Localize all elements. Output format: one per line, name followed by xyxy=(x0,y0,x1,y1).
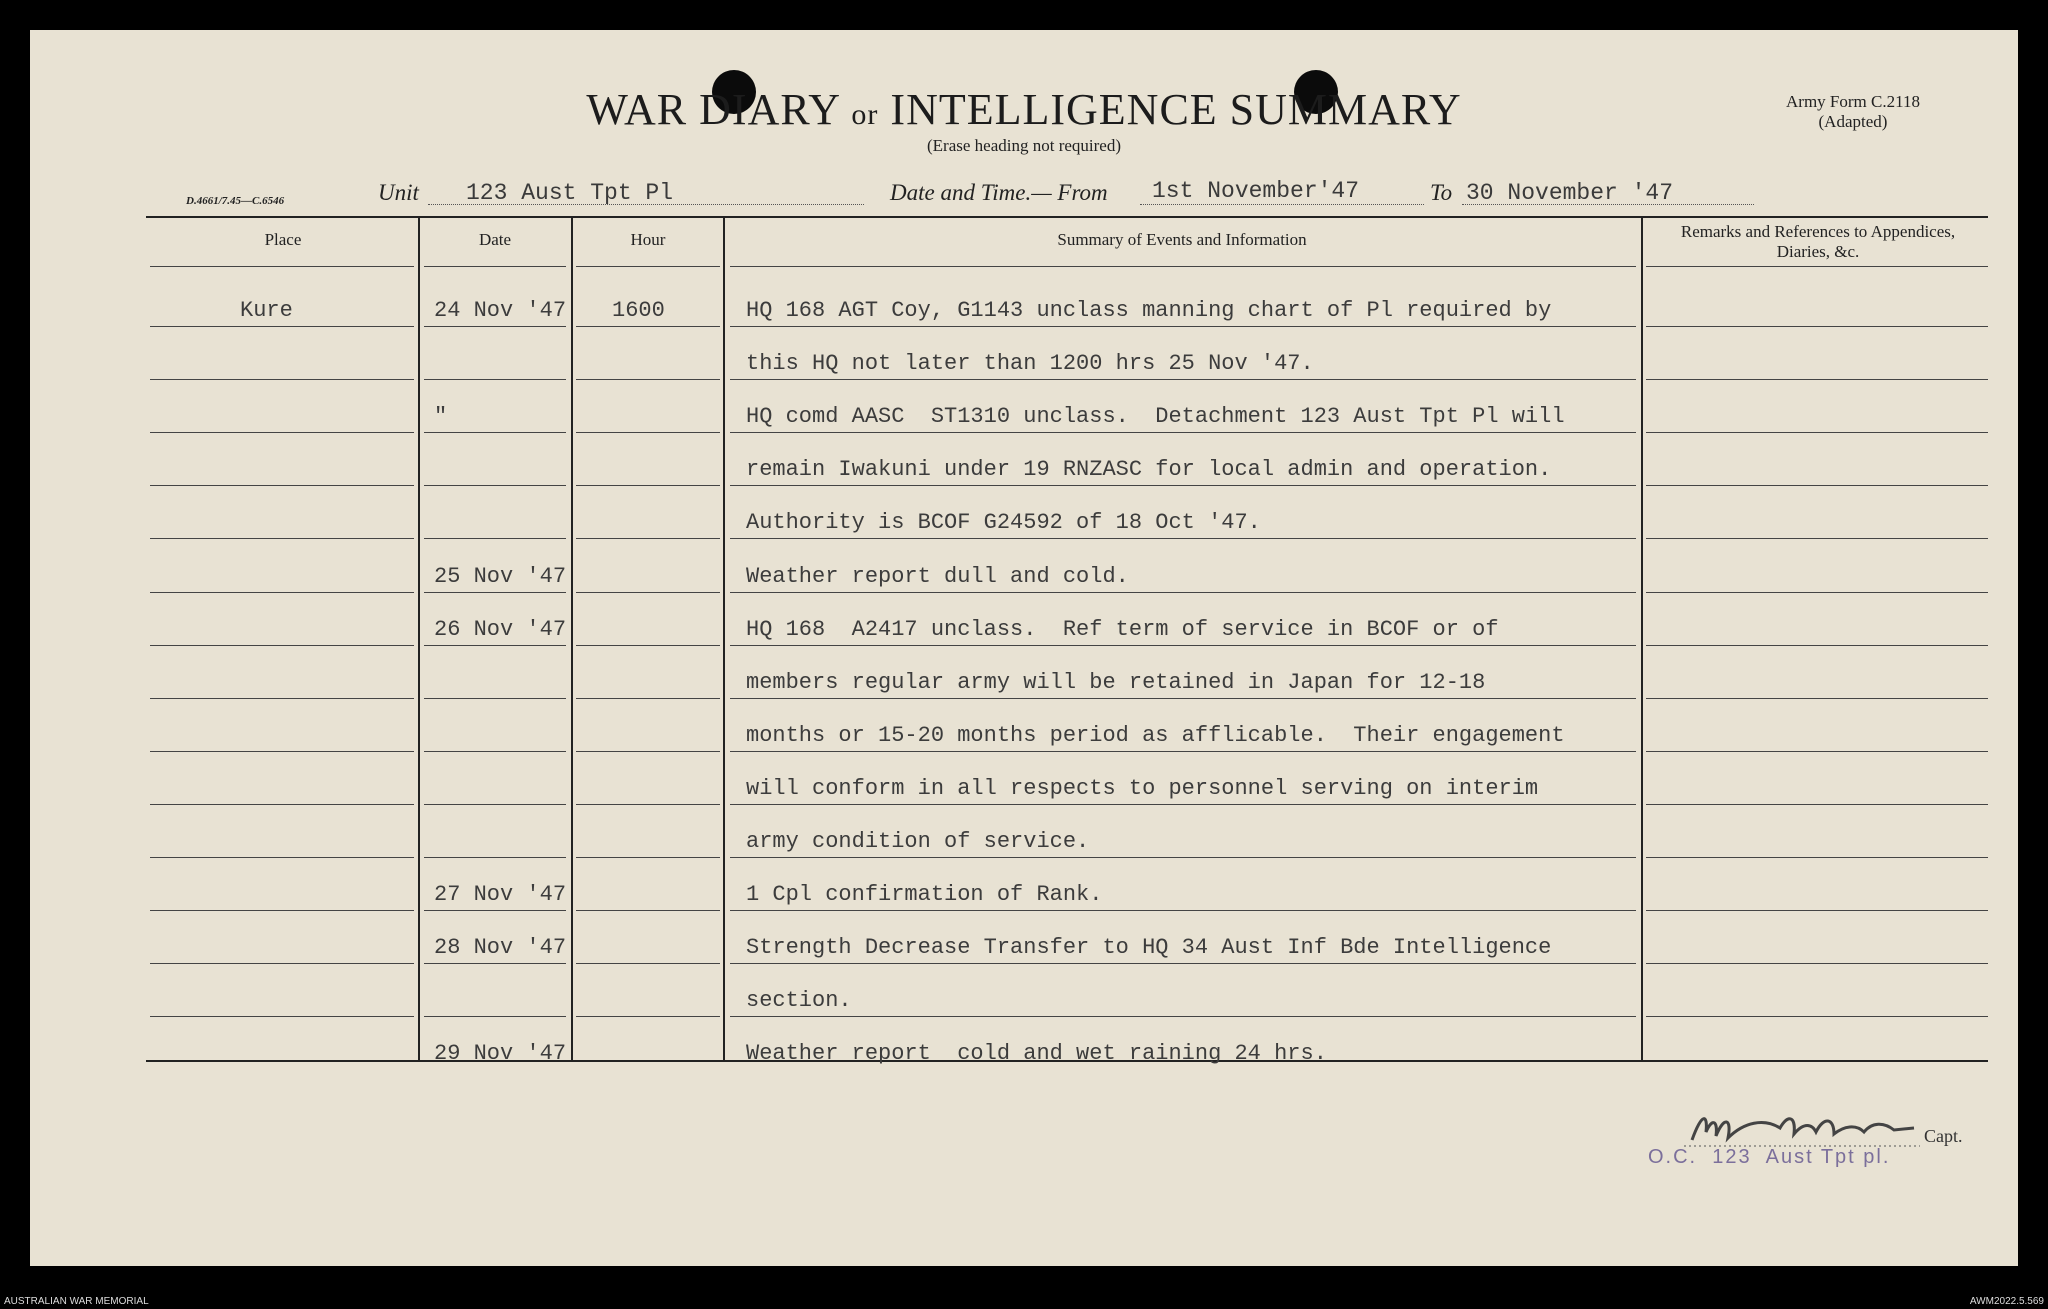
date-from: 1st November'47 xyxy=(1152,178,1360,204)
ruled-line xyxy=(576,910,720,911)
column-divider xyxy=(571,216,573,1060)
column-header-hour: Hour xyxy=(630,230,666,249)
to-label: To xyxy=(1430,180,1453,205)
entry-summary: Weather report dull and cold. xyxy=(746,563,1129,589)
ruled-line xyxy=(150,645,414,646)
form-reference xyxy=(1786,92,1920,132)
entry-summary: will conform in all respects to personnel serving on interim xyxy=(746,775,1539,801)
entry-summary: Authority is BCOF G24592 of 18 Oct '47. xyxy=(746,510,1261,536)
ruled-line xyxy=(1646,485,1988,486)
ruled-line xyxy=(1646,645,1988,646)
ruled-line xyxy=(576,592,720,593)
ruled-line xyxy=(730,910,1636,911)
date-to: 30 November '47 xyxy=(1466,180,1674,206)
ruled-line xyxy=(1646,326,1988,327)
ruled-line xyxy=(1646,379,1988,380)
form-code: D.4661/7.45—C.6546 xyxy=(186,195,285,207)
ruled-line xyxy=(424,857,566,858)
ruled-line xyxy=(150,857,414,858)
title-intelligence-summary: INTELLIGENCE SUMMARY xyxy=(890,85,1462,134)
ruled-line xyxy=(576,538,720,539)
ruled-line xyxy=(150,963,414,964)
header-rule xyxy=(576,266,720,267)
header-rule xyxy=(1646,266,1988,267)
ruled-line xyxy=(150,751,414,752)
ruled-line xyxy=(424,538,566,539)
ruled-line xyxy=(424,645,566,646)
date-to-underline xyxy=(1462,204,1754,205)
ruled-line xyxy=(730,804,1636,805)
ruled-line xyxy=(1646,592,1988,593)
ruled-line xyxy=(150,1016,414,1017)
entry-summary: members regular army will be retained in Japan for 12-18 xyxy=(746,669,1486,695)
entry-date: 26 Nov '47 xyxy=(434,616,567,642)
page-title xyxy=(0,84,2048,135)
ruled-line xyxy=(1646,857,1988,858)
handwritten-signature xyxy=(1684,1102,1924,1152)
date-from-underline xyxy=(1140,204,1424,205)
ruled-line xyxy=(150,326,414,327)
ruled-line xyxy=(424,804,566,805)
header-rule xyxy=(150,266,414,267)
ruled-line xyxy=(576,326,720,327)
ruled-line xyxy=(730,698,1636,699)
ruled-line xyxy=(424,379,566,380)
ruled-line xyxy=(730,1016,1636,1017)
column-header-place: Place xyxy=(264,230,302,249)
entry-date: 28 Nov '47 xyxy=(434,935,567,961)
ruled-line xyxy=(424,910,566,911)
ruled-line xyxy=(150,485,414,486)
ruled-line xyxy=(576,379,720,380)
unit-underline xyxy=(428,204,864,205)
ruled-line xyxy=(150,592,414,593)
column-divider xyxy=(723,216,725,1060)
ruled-line xyxy=(730,538,1636,539)
ruled-line xyxy=(424,326,566,327)
ruled-line xyxy=(150,538,414,539)
ruled-line xyxy=(150,698,414,699)
ruled-line xyxy=(424,963,566,964)
ruled-line xyxy=(730,326,1636,327)
date-label: Date and Time.— From xyxy=(890,180,1108,205)
entry-summary: this HQ not later than 1200 hrs 25 Nov '47. xyxy=(746,351,1314,377)
ruled-line xyxy=(576,645,720,646)
entry-summary: Weather report cold and wet raining 24 hrs. xyxy=(746,1041,1327,1067)
header-rule xyxy=(730,266,1636,267)
column-header-date: Date xyxy=(478,230,512,249)
ruled-line xyxy=(1646,804,1988,805)
entry-date: " xyxy=(434,404,448,430)
entry-date: 27 Nov '47 xyxy=(434,882,567,908)
ruled-line xyxy=(150,910,414,911)
entry-summary: HQ 168 AGT Coy, G1143 unclass manning chart of Pl required by xyxy=(746,298,1552,323)
column-header-summary: Summary of Events and Information xyxy=(1057,230,1307,249)
ruled-line xyxy=(576,857,720,858)
title-or: or xyxy=(851,98,879,131)
ruled-line xyxy=(576,432,720,433)
column-header-remarks: Remarks and References to Appendices, Diaries, &c. xyxy=(1680,222,1956,261)
ruled-line xyxy=(576,698,720,699)
entry-summary: 1 Cpl confirmation of Rank. xyxy=(746,882,1103,908)
ruled-line xyxy=(730,592,1636,593)
ruled-line xyxy=(576,751,720,752)
entry-summary: HQ 168 A2417 unclass. Ref term of service in BCOF or of xyxy=(746,616,1499,642)
ruled-line xyxy=(730,645,1636,646)
ruled-line xyxy=(1646,910,1988,911)
entry-date: 25 Nov '47 xyxy=(434,563,567,589)
column-divider xyxy=(1641,216,1643,1060)
ruled-line xyxy=(1646,963,1988,964)
entry-hour: 1600 xyxy=(612,298,665,323)
ruled-line xyxy=(150,432,414,433)
ruled-line xyxy=(730,432,1636,433)
entry-date: 24 Nov '47 xyxy=(434,298,567,323)
ruled-line xyxy=(424,698,566,699)
ruled-line xyxy=(424,751,566,752)
archive-footer-right: AWM2022.5.569 xyxy=(1969,1296,2044,1307)
ruled-line xyxy=(730,379,1636,380)
unit-label: Unit xyxy=(378,180,419,205)
ruled-line xyxy=(730,963,1636,964)
column-divider xyxy=(418,216,420,1060)
ruled-line xyxy=(1646,1016,1988,1017)
ruled-line xyxy=(150,804,414,805)
ruled-line xyxy=(730,751,1636,752)
header-rule xyxy=(424,266,566,267)
entry-date: 29 Nov '47 xyxy=(434,1041,567,1067)
ruled-line xyxy=(424,592,566,593)
ruled-line xyxy=(730,485,1636,486)
ruled-line xyxy=(424,485,566,486)
ruled-line xyxy=(1646,698,1988,699)
subtitle: (Erase heading not required) xyxy=(927,136,1121,155)
ruled-line xyxy=(1646,751,1988,752)
ruled-line xyxy=(1646,432,1988,433)
ruled-line xyxy=(424,432,566,433)
ruled-line xyxy=(576,963,720,964)
ruled-line xyxy=(576,804,720,805)
ruled-line xyxy=(150,379,414,380)
entry-summary: army condition of service. xyxy=(746,829,1090,854)
rank-suffix: Capt. xyxy=(1924,1126,1963,1146)
entry-summary: Strength Decrease Transfer to HQ 34 Aust Inf Bde Intelligence xyxy=(746,935,1552,961)
form-note: (Adapted) xyxy=(1818,112,1888,131)
title-war-diary: WAR DIARY xyxy=(586,85,840,134)
ruled-line xyxy=(424,1016,566,1017)
unit-value: 123 Aust Tpt Pl xyxy=(466,180,674,206)
table-top-border xyxy=(146,216,1988,218)
entry-summary: HQ comd AASC ST1310 unclass. Detachment 123 Aust Tpt Pl will xyxy=(746,404,1565,430)
ruled-line xyxy=(576,485,720,486)
ruled-line xyxy=(1646,538,1988,539)
unit-stamp: O.C. 123 Aust Tpt pl. xyxy=(1648,1146,1891,1168)
ruled-line xyxy=(576,1016,720,1017)
form-name: Army Form C.2118 xyxy=(1786,92,1920,111)
entry-summary: months or 15-20 months period as afflicable. Their engagement xyxy=(746,722,1565,748)
archive-footer-left: AUSTRALIAN WAR MEMORIAL xyxy=(4,1296,149,1307)
entry-summary: remain Iwakuni under 19 RNZASC for local admin and operation. xyxy=(746,457,1552,483)
entry-place: Kure xyxy=(240,298,293,323)
ruled-line xyxy=(730,857,1636,858)
entry-summary: section. xyxy=(746,988,852,1014)
